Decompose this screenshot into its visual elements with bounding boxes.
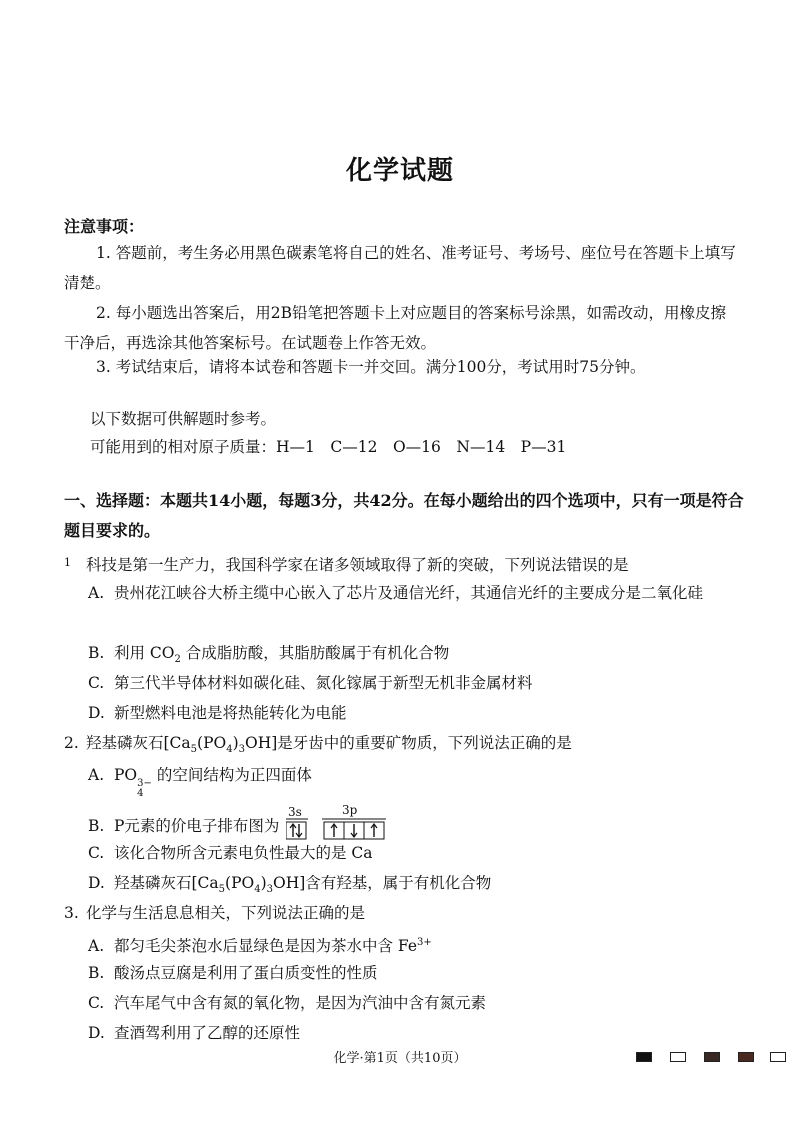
option-letter: B.: [88, 964, 105, 982]
notice-item-3: 3. 考试结束后，请将本试卷和答题卡一并交回。满分100分，考试用时75分钟。: [96, 358, 646, 376]
option-text: 的空间结构为正四面体: [151, 766, 312, 784]
option-letter: A.: [88, 584, 105, 602]
registration-mark: [738, 1052, 754, 1062]
q3-option-b: [88, 958, 742, 988]
ion-charge-script: [137, 779, 152, 799]
option-letter: D.: [88, 874, 105, 892]
option-letter: C.: [88, 994, 105, 1012]
question-stem: OH]是牙齿中的重要矿物质，下列说法正确的是: [245, 734, 572, 752]
option-text: 汽车尾气中含有氮的氧化物，是因为汽油中含有氮元素: [114, 994, 487, 1012]
option-text: 新型燃料电池是将热能转化为电能: [114, 704, 347, 722]
down-arrow-icon: [351, 824, 357, 837]
up-arrow-icon: [331, 824, 337, 837]
option-text: 第三代半导体材料如碳化硅、氮化镓属于新型无机非金属材料: [114, 674, 533, 692]
q1-option-a: [88, 578, 742, 608]
option-text: (PO: [225, 874, 255, 892]
question-stem: 科技是第一生产力，我国科学家在诸多领域取得了新的突破，下列说法错误的是: [86, 556, 629, 574]
registration-mark: [770, 1052, 786, 1062]
up-arrow-icon: [290, 824, 296, 837]
question-stem: ): [232, 734, 239, 752]
option-text: 酸汤点豆腐是利用了蛋白质变性的性质: [114, 964, 378, 982]
option-letter: B.: [88, 817, 105, 835]
atomic-masses: 可能用到的相对原子质量：H—1 C—12 O—16 N—14 P—31: [90, 438, 567, 456]
option-text: OH]含有羟基，属于有机化合物: [273, 874, 492, 892]
question-stem: 化学与生活息息相关，下列说法正确的是: [86, 904, 366, 922]
subscript: 5: [190, 744, 198, 756]
question-1: [64, 548, 744, 580]
orbital-3p-label: 3p: [342, 805, 358, 817]
question-number: 1: [64, 556, 71, 569]
q3-option-a: [88, 928, 742, 961]
q1-option-c: [88, 668, 742, 698]
option-text: 羟基磷灰石[Ca: [114, 874, 219, 892]
question-number: 2.: [64, 734, 79, 752]
superscript: 3+: [417, 937, 432, 948]
section-heading: 一、选择题：本题共14小题，每题3分，共42分。在每小题给出的四个选项中，只有一项是符合题目要求的。: [64, 491, 744, 540]
page-title: 化学试题: [345, 156, 454, 186]
reference-note: 以下数据可供解题时参考。: [90, 410, 277, 428]
superscript: 3−: [137, 778, 152, 789]
q3-option-d: [88, 1018, 742, 1048]
q2-option-a: [88, 760, 742, 799]
q2-option-c: [88, 838, 742, 868]
question-stem: 羟基磷灰石[Ca: [86, 734, 191, 752]
subscript: 4: [254, 884, 261, 896]
page-footer: 化学·第1页（共10页）: [333, 1051, 467, 1066]
option-letter: A.: [88, 937, 105, 956]
q3-option-c: [88, 988, 742, 1018]
option-text: 都匀毛尖茶泡水后显绿色是因为茶水中含 Fe: [114, 937, 418, 956]
registration-mark: [670, 1052, 686, 1062]
question-3: [64, 898, 744, 928]
notice-item-2: 2. 每小题选出答案后，用2B铅笔把答题卡上对应题目的答案标号涂黑，如需改动，用橡皮擦干净后，再选涂其他答案标号。在试题卷上作答无效。: [64, 304, 726, 352]
subscript: 3: [266, 884, 274, 896]
option-letter: C.: [88, 844, 105, 862]
orbital-diagram: [286, 805, 396, 841]
option-letter: A.: [88, 766, 105, 784]
option-letter: B.: [88, 644, 105, 662]
registration-mark: [636, 1052, 652, 1062]
option-text: 该化合物所含元素电负性最大的是 Ca: [114, 844, 373, 862]
down-arrow-icon: [296, 824, 302, 837]
option-text: P元素的价电子排布图为: [114, 817, 280, 835]
option-letter: C.: [88, 674, 105, 692]
subscript: 4: [226, 744, 233, 756]
option-text: 利用 CO: [114, 644, 175, 662]
orbital-3s-label: 3s: [288, 805, 303, 819]
notice-heading: 注意事项：: [64, 217, 145, 236]
option-text: 查酒驾利用了乙醇的还原性: [114, 1024, 301, 1042]
option-text: ): [260, 874, 267, 892]
registration-mark: [704, 1052, 720, 1062]
option-text: PO: [114, 766, 138, 784]
question-stem: (PO: [197, 734, 227, 752]
option-text: 贵州花江峡谷大桥主缆中心嵌入了芯片及通信光纤，其通信光纤的主要成分是二氧化硅: [114, 584, 704, 602]
option-letter: D.: [88, 1024, 105, 1042]
subscript: 3: [238, 744, 246, 756]
orbital-3s-box: [286, 822, 306, 839]
notice-item-1: 1. 答题前，考生务必用黑色碳素笔将自己的姓名、准考证号、考场号、座位号在答题卡上填写清楚。: [64, 244, 736, 292]
q2-option-b: [88, 805, 742, 841]
subscript: 4: [137, 788, 144, 799]
subscript: 2: [174, 654, 181, 666]
subscript: 5: [218, 884, 226, 896]
question-number: 3.: [64, 904, 79, 922]
up-arrow-icon: [371, 824, 377, 837]
option-text: 合成脂肪酸，其脂肪酸属于有机化合物: [180, 644, 450, 662]
q1-option-d: [88, 698, 742, 728]
option-letter: D.: [88, 704, 105, 722]
